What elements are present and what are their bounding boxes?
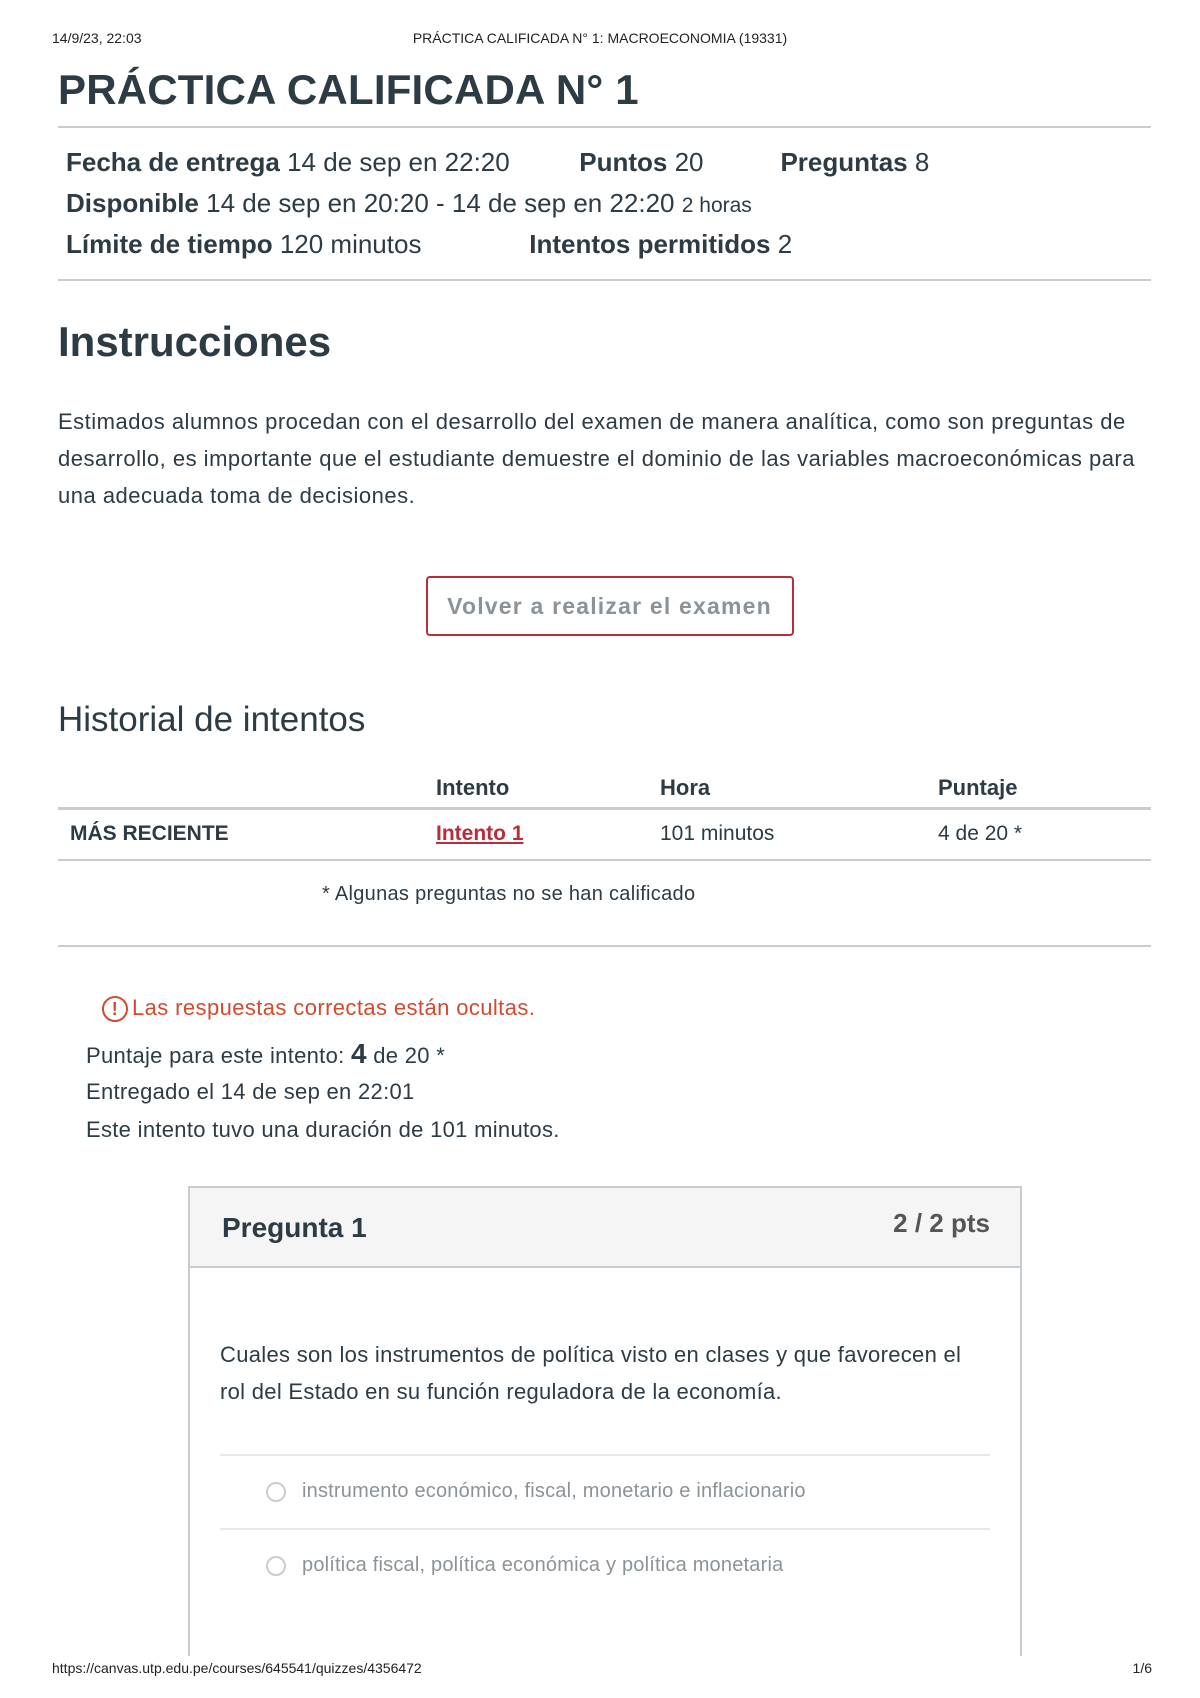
time-limit <box>66 224 522 265</box>
print-header <box>0 30 1200 50</box>
questions-value: 8 <box>914 147 930 177</box>
answer-text: política fiscal, política económica y política monetaria <box>302 1554 784 1576</box>
attempt-score: 4 de 20 * <box>938 808 1151 860</box>
quiz-meta <box>58 128 1151 279</box>
questions-label: Preguntas <box>780 147 908 177</box>
score-suffix: de 20 * <box>366 1043 446 1068</box>
instructions-text: Estimados alumnos procedan con el desarrollo del examen de manera analítica, como son preguntas de desarrollo, es importante que el estudiante demuestre el dominio de las variables macroeconómicas para una adecuada toma de decisiones. <box>58 409 1135 508</box>
exclamation-icon: ! <box>102 996 128 1022</box>
score-value: 4 <box>350 1038 367 1069</box>
available-label: Disponible <box>66 188 199 218</box>
answer-option[interactable] <box>220 1530 990 1604</box>
attempt-duration: Este intento tuvo una duración de 101 minutos. <box>86 1117 560 1142</box>
quiz-content <box>58 60 1151 1149</box>
time-limit-value: 120 minutos <box>279 229 422 259</box>
print-document-title: PRÁCTICA CALIFICADA N° 1: MACROECONOMIA (19331) <box>412 30 788 46</box>
question-text: Cuales son los instrumentos de política visto en clases y que favorecen el rol del Estado en su función reguladora de la economía. <box>220 1342 962 1404</box>
available-duration: 2 horas <box>681 194 752 217</box>
alert-text: Las respuestas correctas están ocultas. <box>132 995 536 1020</box>
attempt-time: 101 minutos <box>660 808 938 860</box>
retake-wrap <box>58 576 1151 636</box>
due-date-label: Fecha de entrega <box>66 147 280 177</box>
points-label: Puntos <box>579 147 668 177</box>
attempt-summary <box>86 1035 1151 1149</box>
available-value: 14 de sep en 20:20 - 14 de sep en 22:20 <box>206 188 675 218</box>
attempts-allowed <box>529 224 792 265</box>
attempt-score-line <box>86 1035 1151 1073</box>
due-date-value: 14 de sep en 22:20 <box>287 147 510 177</box>
due-date <box>66 142 572 183</box>
instructions-title: Instrucciones <box>58 318 332 365</box>
points-value: 20 <box>674 147 704 177</box>
attempt-history-table <box>58 766 1151 861</box>
meta-row-3 <box>66 224 1143 265</box>
meta-row-2 <box>66 183 1143 224</box>
time-limit-label: Límite de tiempo <box>66 229 273 259</box>
radio-icon[interactable] <box>266 1482 286 1502</box>
page-number: 1/6 <box>1132 1660 1152 1676</box>
question-title: Pregunta 1 <box>222 1212 367 1243</box>
history-col-attempt: Intento <box>436 766 660 808</box>
questions-count <box>780 142 929 183</box>
answer-text: instrumento económico, fiscal, monetario e inflacionario <box>302 1480 806 1502</box>
points <box>579 142 773 183</box>
retake-quiz-button[interactable]: Volver a realizar el examen <box>426 576 794 636</box>
history-col-time: Hora <box>660 766 938 808</box>
attempts-label: Intentos permitidos <box>529 229 771 259</box>
page-url: https://canvas.utp.edu.pe/courses/645541/quizzes/4356472 <box>52 1660 422 1676</box>
print-footer <box>0 1660 1200 1680</box>
attempt-history-title: Historial de intentos <box>58 700 366 739</box>
score-prefix: Puntaje para este intento: <box>86 1043 351 1068</box>
question-body <box>190 1336 1020 1604</box>
question-header <box>190 1188 1020 1268</box>
question-card-1 <box>188 1186 1022 1656</box>
quiz-title: PRÁCTICA CALIFICADA N° 1 <box>58 66 639 113</box>
attempts-value: 2 <box>777 229 793 259</box>
submitted-at: Entregado el 14 de sep en 22:01 <box>86 1079 415 1104</box>
most-recent-label: MÁS RECIENTE <box>58 808 436 860</box>
attempt-1-link[interactable]: Intento 1 <box>436 822 524 846</box>
answer-option[interactable] <box>220 1456 990 1530</box>
meta-row-1 <box>66 142 1143 183</box>
print-datetime: 14/9/23, 22:03 <box>52 30 142 46</box>
question-points: 2 / 2 pts <box>893 1208 990 1238</box>
divider <box>58 279 1151 281</box>
history-col-score: Puntaje <box>938 766 1151 808</box>
radio-icon[interactable] <box>266 1556 286 1576</box>
history-col-blank <box>58 766 436 808</box>
answers-hidden-alert <box>102 993 1151 1023</box>
ungraded-note: * Algunas preguntas no se han calificado <box>58 861 1151 947</box>
table-row <box>58 808 1151 860</box>
history-header-row <box>58 766 1151 808</box>
